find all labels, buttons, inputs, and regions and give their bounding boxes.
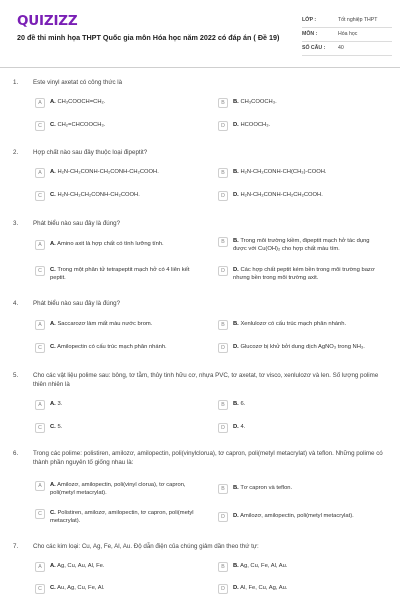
question-text: Hợp chất nào sau đây thuộc loại đipeptit? bbox=[33, 149, 148, 156]
option-letter-badge: C bbox=[35, 584, 45, 594]
option-letter-badge: C bbox=[35, 191, 45, 201]
option-prefix: D. bbox=[233, 424, 239, 430]
question-number: 6. bbox=[13, 450, 19, 457]
option-prefix: D. bbox=[233, 122, 239, 128]
option-text: Glucozơ bị khử bởi dung dịch AgNO₃ trong NH₃. bbox=[240, 344, 365, 350]
option-text: CH₂=CHCOOCH₃. bbox=[57, 122, 106, 128]
option-prefix: C. bbox=[50, 344, 56, 350]
option-letter-badge: A bbox=[35, 562, 45, 572]
meta-row-count bbox=[302, 42, 392, 56]
meta-row-class bbox=[302, 14, 392, 28]
question-number: 5. bbox=[13, 372, 19, 379]
meta-key: LỚP : bbox=[302, 17, 317, 23]
option-prefix: C. bbox=[50, 122, 56, 128]
option-letter-badge: B bbox=[218, 562, 228, 572]
option-text: HCOOCH₃. bbox=[240, 122, 271, 128]
option-text: 6. bbox=[240, 401, 246, 407]
option-text: Al, Fe, Cu, Ag, Au. bbox=[240, 585, 288, 591]
option-letter-badge: B bbox=[218, 168, 228, 178]
meta-key: MÔN : bbox=[302, 31, 318, 37]
question-text: Phát biểu nào sau đây là đúng? bbox=[33, 300, 121, 307]
option-text: H₂N-CH₂CH₂CONH-CH₂COOH. bbox=[57, 192, 140, 198]
option-letter-badge: D bbox=[218, 512, 228, 522]
option-prefix: C. bbox=[50, 510, 56, 516]
meta-key: SỐ CÂU : bbox=[302, 45, 326, 51]
option-text: Saccarozơ làm mất màu nước brom. bbox=[57, 321, 153, 327]
option-text: Amilopectin có cấu trúc mạch phân nhánh. bbox=[57, 344, 167, 350]
option-prefix: B. bbox=[233, 563, 239, 569]
option-letter-badge: A bbox=[35, 400, 45, 410]
option-prefix: C. bbox=[50, 192, 56, 198]
option-text: Ag, Cu, Au, Al, Fe. bbox=[57, 563, 105, 569]
option-prefix: A. bbox=[50, 99, 56, 105]
option-letter-badge: B bbox=[218, 484, 228, 494]
question-number: 2. bbox=[13, 149, 19, 156]
option-prefix: D. bbox=[233, 585, 239, 591]
option-letter-badge: D bbox=[218, 266, 228, 276]
option-prefix: A. bbox=[50, 563, 56, 569]
option-prefix: C. bbox=[50, 424, 56, 430]
option-letter-badge: A bbox=[35, 168, 45, 178]
option-letter-badge: B bbox=[218, 400, 228, 410]
question-text: Cho các vật liệu polime sau: bông, tơ tằm, thủy tinh hữu cơ, nhựa PVC, tơ axetat, tơ visco, xenlulozơ và len. Số lượng polime thiên nhiên là bbox=[33, 372, 379, 388]
option-prefix: A. bbox=[50, 482, 56, 488]
option-letter-badge: D bbox=[218, 584, 228, 594]
page-title: 20 đề thi minh họa THPT Quốc gia môn Hóa học năm 2022 có đáp án ( Đề 19) bbox=[17, 33, 280, 42]
quizizz-logo[interactable]: QUIZIZZ bbox=[17, 13, 78, 29]
option-prefix: C. bbox=[50, 267, 56, 273]
option-prefix: C. bbox=[50, 585, 56, 591]
option-prefix: D. bbox=[233, 192, 239, 198]
option-text: Au, Ag, Cu, Fe, Al. bbox=[57, 585, 105, 591]
option-prefix: D. bbox=[233, 267, 239, 273]
option-letter-badge: D bbox=[218, 121, 228, 131]
option-text: Ag, Cu, Fe, Al, Au. bbox=[240, 563, 288, 569]
option-text: Xenlulozơ có cấu trúc mạch phân nhánh. bbox=[240, 321, 347, 327]
question-text: Cho các kim loại: Cu, Ag, Fe, Al, Au. Độ dẫn điện của chúng giảm dần theo thứ tự: bbox=[33, 543, 259, 550]
option-letter-badge: A bbox=[35, 481, 45, 491]
option-text: H₂N-CH₂CONH-CH(CH₃)-COOH. bbox=[240, 169, 327, 175]
meta-value: 40 bbox=[338, 45, 344, 51]
option-text: CH₃COOCH₃. bbox=[240, 99, 277, 105]
meta-row-subject bbox=[302, 28, 392, 42]
option-letter-badge: B bbox=[218, 237, 228, 247]
question-number: 7. bbox=[13, 543, 19, 550]
option-text: Tơ capron và teflon. bbox=[240, 485, 293, 491]
question-number: 1. bbox=[13, 79, 19, 86]
option-text: 3. bbox=[57, 401, 63, 407]
option-text: 4. bbox=[240, 424, 246, 430]
option-text: Trong môi trường kiềm, đipeptit mạch hở tác dụng được với Cu(OH)₂ cho hợp chất màu tím. bbox=[233, 238, 370, 252]
option-letter-badge: A bbox=[35, 240, 45, 250]
option-letter-badge: C bbox=[35, 121, 45, 131]
option-letter-badge: C bbox=[35, 343, 45, 353]
option-letter-badge: B bbox=[218, 320, 228, 330]
option-letter-badge: C bbox=[35, 423, 45, 433]
option-prefix: B. bbox=[233, 401, 239, 407]
page-header bbox=[0, 0, 400, 68]
option-text: Các hợp chất peptit kém bền trong môi trường bazơ nhưng bền trong môi trường axit. bbox=[233, 267, 375, 281]
option-letter-badge: D bbox=[218, 191, 228, 201]
option-text: Trong một phân tử tetrapeptit mạch hở có 4 liên kết peptit. bbox=[50, 267, 190, 281]
option-prefix: B. bbox=[233, 169, 239, 175]
meta-value: Hóa học bbox=[338, 31, 358, 37]
option-text: Amino axit là hợp chất có tính lưỡng tính. bbox=[57, 241, 164, 247]
option-prefix: D. bbox=[233, 513, 239, 519]
option-prefix: A. bbox=[50, 401, 56, 407]
option-letter-badge: A bbox=[35, 320, 45, 330]
option-letter-badge: A bbox=[35, 98, 45, 108]
meta-table bbox=[302, 14, 392, 56]
question-number: 4. bbox=[13, 300, 19, 307]
question-text: Este vinyl axetat có công thức là bbox=[33, 79, 123, 86]
option-prefix: B. bbox=[233, 485, 239, 491]
question-text: Trong các polime: polistiren, amilozơ, amilopectin, poli(vinylclorua), tơ capron, poli(metyl metacrylat) và teflon. Những polime có thành phần nguyên tố giống nhau là: bbox=[33, 450, 383, 466]
option-prefix: A. bbox=[50, 169, 56, 175]
option-text: H₂N-CH₂CONH-CH₂CONH-CH₂COOH. bbox=[57, 169, 159, 175]
question-text: Phát biểu nào sau đây là đúng? bbox=[33, 220, 121, 227]
option-prefix: A. bbox=[50, 321, 56, 327]
option-letter-badge: B bbox=[218, 98, 228, 108]
meta-value: Tốt nghiệp THPT bbox=[338, 17, 378, 23]
option-prefix: B. bbox=[233, 238, 239, 244]
option-prefix: D. bbox=[233, 344, 239, 350]
option-letter-badge: D bbox=[218, 343, 228, 353]
option-letter-badge: C bbox=[35, 266, 45, 276]
option-prefix: B. bbox=[233, 99, 239, 105]
option-letter-badge: C bbox=[35, 509, 45, 519]
option-text: H₂N-CH₂CONH-CH₂CH₂COOH. bbox=[240, 192, 323, 198]
option-text: Amilozơ, amilopectin, poli(metyl metacrylat). bbox=[240, 513, 354, 519]
option-text: CH₃COOCH=CH₂. bbox=[57, 99, 106, 105]
question-number: 3. bbox=[13, 220, 19, 227]
option-prefix: B. bbox=[233, 321, 239, 327]
option-text: 5. bbox=[57, 424, 63, 430]
option-letter-badge: D bbox=[218, 423, 228, 433]
option-prefix: A. bbox=[50, 241, 56, 247]
option-text: Polistiren, amilozơ, amilopectin, tơ capron, poli(metyl metacrylat). bbox=[50, 510, 194, 524]
option-text: Amilozơ, amilopectin, poli(vinyl clorua), tơ capron, poli(metyl metacrylat). bbox=[50, 482, 186, 496]
